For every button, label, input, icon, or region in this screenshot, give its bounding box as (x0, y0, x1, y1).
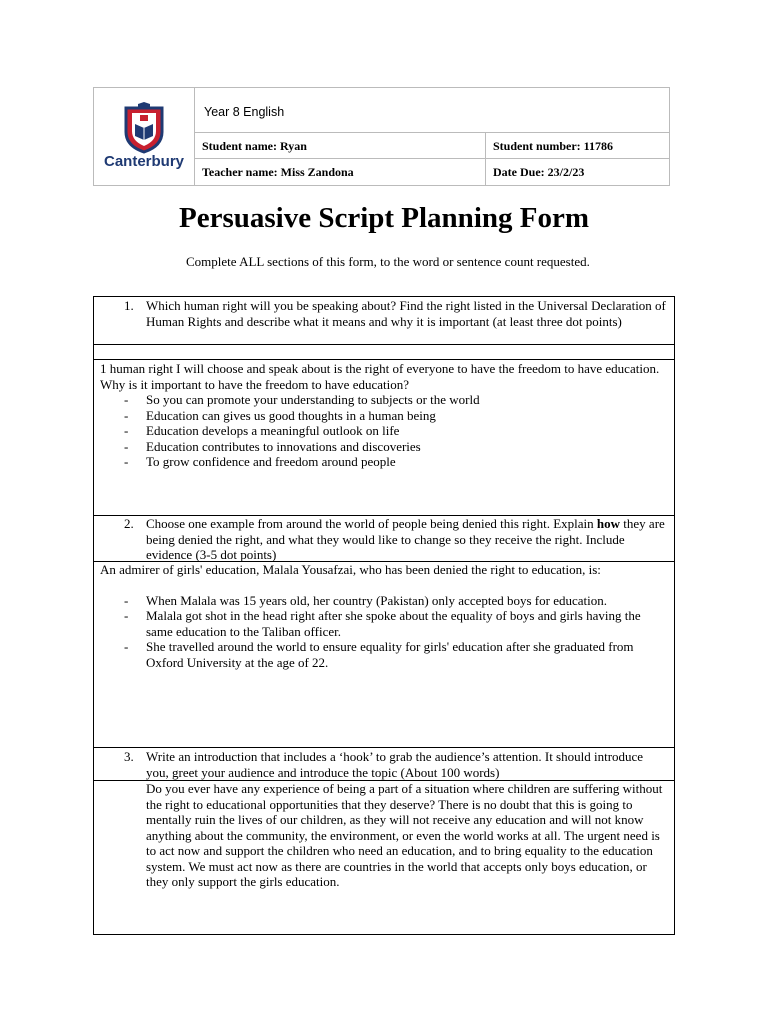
question-3 (114, 749, 668, 780)
list-item: - Education develops a meaningful outlook on life (124, 423, 400, 438)
divider (94, 344, 674, 345)
crest-icon (102, 102, 186, 170)
divider (194, 158, 669, 159)
question-text: Which human right will you be speaking about? Find the right listed in the Universal Declaration of Human Rights and describe what it means and why it is important (at least three dot points) (146, 298, 666, 329)
list-item: - Malala got shot in the head right after she spoke about the equality of boys and girls having the same education to the Taliban officer. (124, 608, 641, 639)
question-number: 2. (124, 516, 134, 531)
list-item: - Education contributes to innovations and discoveries (124, 438, 421, 454)
instructions: Complete ALL sections of this form, to the word or sentence count requested. (186, 254, 590, 269)
answer-points (100, 593, 668, 671)
divider (94, 747, 674, 748)
question-1 (114, 298, 668, 329)
answer-3[interactable] (146, 781, 668, 890)
page-title: Persuasive Script Planning Form (178, 202, 589, 234)
question-number: 1. (124, 298, 134, 313)
list-item: - So you can promote your understanding to subjects or the world (124, 392, 480, 407)
question-number: 3. (124, 749, 134, 764)
divider (485, 132, 486, 185)
question-text: Choose one example from around the world of people being denied this right. Explain how they are being denied the right, and what they would like to change so they receive the right. Include evidence (3-5 dot points) (146, 516, 665, 562)
answer-2[interactable] (100, 562, 668, 670)
divider (194, 132, 669, 133)
list-item: - Education can gives us good thoughts in a human being (124, 407, 436, 423)
planning-form (93, 296, 675, 935)
list-item: - To grow confidence and freedom around people (124, 454, 396, 469)
divider (94, 359, 674, 360)
list-item: - She travelled around the world to ensure equality for girls' education after she graduated from Oxford University at the age of 22. (124, 639, 634, 670)
answer-text: Do you ever have any experience of being a part of a situation where children are suffering without the right to educational opportunities that they deserve? There is no doubt that this is going to mentally ruin the lives of our children, as they will not receive any education and will not know anything about the community, the environment, or even the world works at all. The urgent need is to act now and support the children who need an education, and to bring equality to the education system. We must act now as there are countries in the world that accepts only boys education, or they only support the girls education. (146, 781, 663, 889)
answer-intro: 1 human right I will choose and speak about is the right of everyone to have the freedom to have education. Why is it important to have the freedom to have education? (100, 361, 660, 392)
emphasis-how: how (596, 516, 621, 531)
logo-wordmark: Canterbury (103, 153, 185, 170)
student-number: Student number: 11786 (493, 139, 614, 153)
student-name: Student name: Ryan (202, 139, 307, 153)
school-logo (94, 88, 195, 185)
teacher-name: Teacher name: Miss Zandona (202, 165, 354, 179)
date-due: Date Due: 23/2/23 (493, 165, 585, 179)
header-table (93, 87, 670, 186)
answer-1[interactable] (100, 361, 668, 470)
question-2 (114, 516, 668, 563)
question-text: Write an introduction that includes a ‘hook’ to grab the audience’s attention. It should introduce you, greet your audience and introduce the topic (About 100 words) (146, 749, 644, 780)
answer-points (100, 392, 668, 470)
list-item: - When Malala was 15 years old, her country (Pakistan) only accepted boys for education. (124, 592, 607, 608)
course-name: Year 8 English (204, 105, 285, 119)
answer-intro: An admirer of girls' education, Malala Yousafzai, who has been denied the right to education, is: (100, 562, 601, 577)
